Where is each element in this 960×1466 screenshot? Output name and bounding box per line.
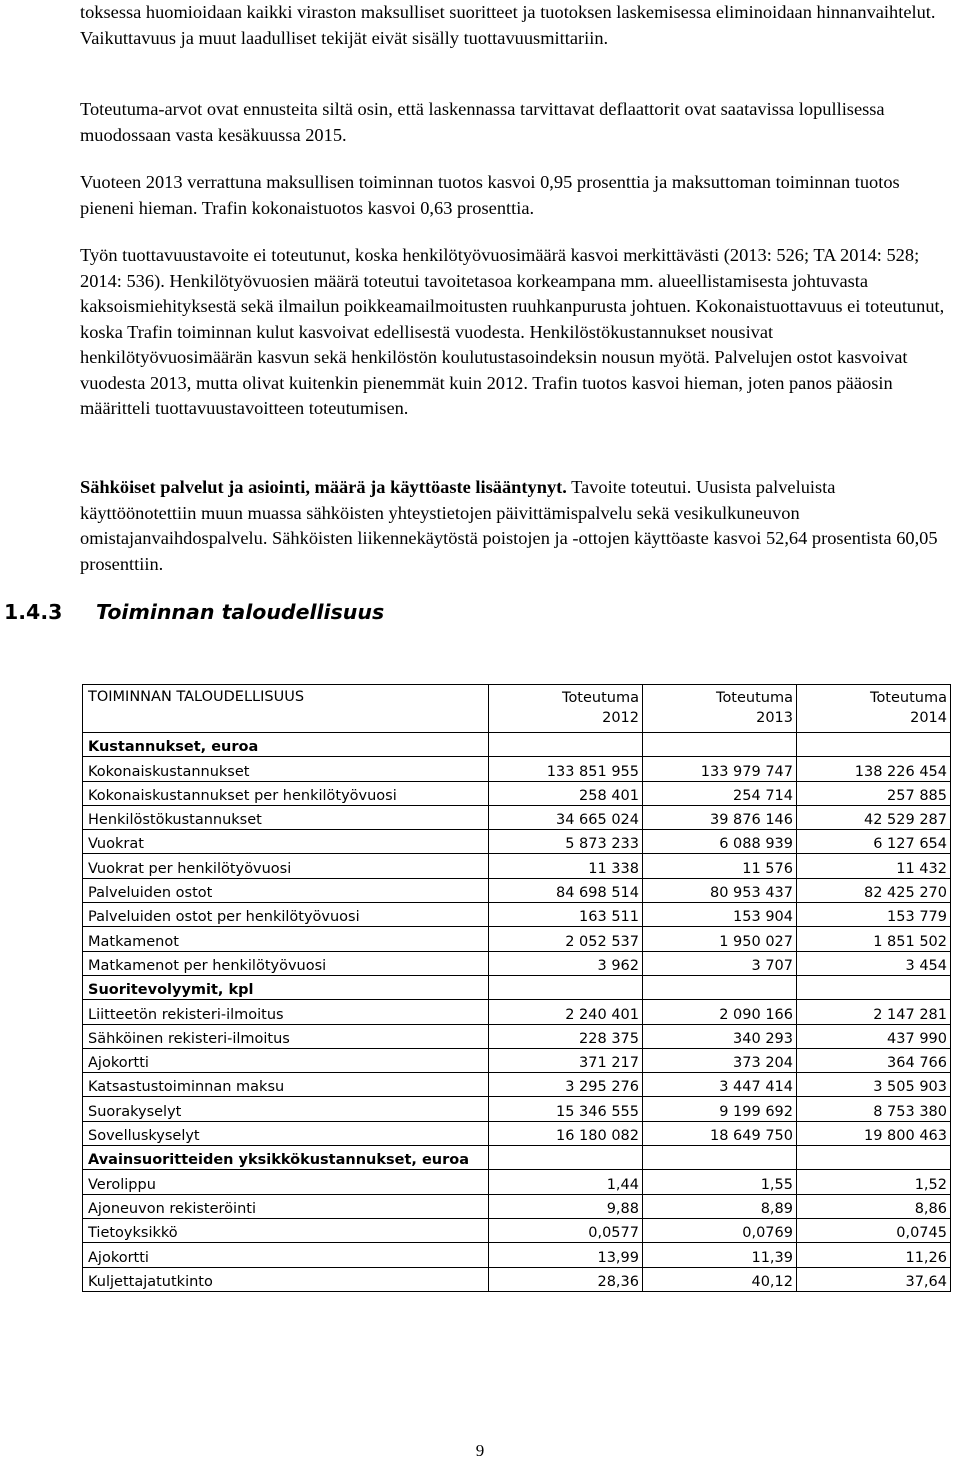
value-2012: 258 401 [489,781,643,805]
section-title: Toiminnan taloudellisuus [96,600,385,624]
table-section-blank-cell [489,1146,643,1170]
header-2012-line1: Toteutuma [562,690,639,706]
row-label: Henkilöstökustannukset [83,805,489,829]
table-row [83,878,951,902]
value-2012: 13,99 [489,1243,643,1267]
row-label: Sähköinen rekisteri-ilmoitus [83,1024,489,1048]
value-2012: 15 346 555 [489,1097,643,1121]
table-row [83,927,951,951]
row-label: Kokonaiskustannukset per henkilötyövuosi [83,781,489,805]
row-label: Liitteetön rekisteri-ilmoitus [83,1000,489,1024]
value-2013: 3 447 414 [643,1073,797,1097]
table-row [83,951,951,975]
value-2013: 153 904 [643,903,797,927]
value-2014: 257 885 [797,781,951,805]
table-section-row [83,975,951,999]
table-section-blank-cell [643,733,797,757]
value-2014: 37,64 [797,1267,951,1291]
table-section-blank-cell [797,1146,951,1170]
value-2013: 8,89 [643,1194,797,1218]
paragraph-forecast-note: Toteutuma-arvot ovat ennusteita siltä osin, että laskennassa tarvittavat deflaattorit ovat saatavissa lopullisessa muodossaan vasta kesäkuussa 2015. [80,99,885,145]
value-2012: 16 180 082 [489,1121,643,1145]
row-label: Palveluiden ostot [83,878,489,902]
table-row [83,1000,951,1024]
table-row [83,1267,951,1291]
table-section-label: Suoritevolyymit, kpl [83,975,489,999]
table-row [83,757,951,781]
paragraph-productivity: Työn tuottavuustavoite ei toteutunut, koska henkilötyövuosimäärä kasvoi merkittävästi (2013: 526; TA 2014: 528; 2014: 536). Henkilötyövuosien määrä toteutui tavoitetasoa korkeampana mm. alueellistamisesta johtuvasta kaksoismiehityksestä sekä ilmailun poikkeamailmoitusten ruuhkanpurusta johtuen. Kokonaistuottavuus ei toteutunut, koska Trafin toiminnan kulut kasvoivat edellisestä vuodesta. Henkilöstökustannukset nousivat henkilötyövuosimäärän kasvun sekä henkilöstön koulutustasoindeksin nousun myötä. Palvelujen ostot kasvoivat vuodesta 2013, mutta olivat kuitenkin pienemmät kuin 2012. Trafin tuotos kasvoi hieman, joten panos pääosin määritteli tuottavuustavoitteen toteutumisen. [80,245,945,418]
value-2012: 2 240 401 [489,1000,643,1024]
value-2012: 163 511 [489,903,643,927]
value-2013: 9 199 692 [643,1097,797,1121]
table-section-row [83,733,951,757]
table-section-blank-cell [489,733,643,757]
value-2012: 11 338 [489,854,643,878]
value-2012: 28,36 [489,1267,643,1291]
value-2014: 364 766 [797,1048,951,1072]
row-label: Katsastustoiminnan maksu [83,1073,489,1097]
value-2014: 1,52 [797,1170,951,1194]
value-2012: 1,44 [489,1170,643,1194]
table-section-label: Kustannukset, euroa [83,733,489,757]
row-label: Ajoneuvon rekisteröinti [83,1194,489,1218]
table-row [83,1194,951,1218]
value-2014: 42 529 287 [797,805,951,829]
paragraph-electronic-services-lead: Sähköiset palvelut ja asiointi, määrä ja käyttöaste lisääntynyt. [80,477,567,497]
paragraph-electronic-services [80,475,950,577]
table-row [83,1243,951,1267]
table-section-blank-cell [797,733,951,757]
header-2014-line2: 2014 [910,710,947,726]
value-2013: 133 979 747 [643,757,797,781]
section-heading [4,600,384,624]
table-row [83,781,951,805]
value-2012: 133 851 955 [489,757,643,781]
value-2014: 11,26 [797,1243,951,1267]
row-label: Sovelluskyselyt [83,1121,489,1145]
row-label: Kokonaiskustannukset [83,757,489,781]
table-section-blank-cell [797,975,951,999]
value-2012: 371 217 [489,1048,643,1072]
value-2014: 138 226 454 [797,757,951,781]
value-2012: 9,88 [489,1194,643,1218]
paragraph-electronic-services-body: Tavoite toteutui. Uusista palveluista käyttöönotettiin muun muassa sähköisten yhteystietojen päivittämispalvelu sekä vesikulkuneuvon omistajanvaihdospalvelu. Sähköisten liikennekäytöstä poistojen ja -ottojen käyttöaste kasvoi 52,64 prosentista 60,05 prosenttiin. [80,477,938,574]
value-2012: 84 698 514 [489,878,643,902]
row-label: Matkamenot [83,927,489,951]
value-2013: 373 204 [643,1048,797,1072]
section-number: 1.4.3 [4,600,63,624]
value-2012: 3 295 276 [489,1073,643,1097]
table-row [83,1024,951,1048]
value-2014: 2 147 281 [797,1000,951,1024]
value-2013: 11,39 [643,1243,797,1267]
value-2013: 3 707 [643,951,797,975]
value-2012: 34 665 024 [489,805,643,829]
value-2014: 19 800 463 [797,1121,951,1145]
value-2013: 1,55 [643,1170,797,1194]
table-row [83,805,951,829]
row-label: Verolippu [83,1170,489,1194]
row-label: Vuokrat [83,830,489,854]
table-header-label: TOIMINNAN TALOUDELLISUUS [83,685,489,733]
header-2013-line2: 2013 [756,710,793,726]
value-2012: 5 873 233 [489,830,643,854]
value-2013: 39 876 146 [643,805,797,829]
value-2013: 1 950 027 [643,927,797,951]
header-2013-line1: Toteutuma [716,690,793,706]
header-2012-line2: 2012 [602,710,639,726]
table-row [83,1121,951,1145]
table-row [83,1170,951,1194]
value-2014: 6 127 654 [797,830,951,854]
value-2013: 18 649 750 [643,1121,797,1145]
row-label: Kuljettajatutkinto [83,1267,489,1291]
table-header-2012 [489,685,643,733]
value-2014: 0,0745 [797,1218,951,1242]
value-2012: 228 375 [489,1024,643,1048]
financial-table [82,684,951,1292]
value-2013: 80 953 437 [643,878,797,902]
table-section-blank-cell [643,1146,797,1170]
paragraph-output-growth: Vuoteen 2013 verrattuna maksullisen toiminnan tuotos kasvoi 0,95 prosenttia ja maksuttoman toiminnan tuotos pieneni hieman. Trafin kokonaistuotos kasvoi 0,63 prosenttia. [80,172,900,218]
table-header-2013 [643,685,797,733]
value-2014: 8 753 380 [797,1097,951,1121]
paragraph-intro: toksessa huomioidaan kaikki viraston maksulliset suoritteet ja tuotoksen laskemisessa eliminoidaan hinnanvaihtelut. Vaikuttavuus ja muut laadulliset tekijät eivät sisälly tuottavuusmittariin. [80,2,936,48]
table-row [83,1048,951,1072]
table-header-2014 [797,685,951,733]
value-2013: 0,0769 [643,1218,797,1242]
row-label: Ajokortti [83,1048,489,1072]
row-label: Suorakyselyt [83,1097,489,1121]
table-section-blank-cell [489,975,643,999]
table-section-label: Avainsuoritteiden yksikkökustannukset, euroa [83,1146,489,1170]
table-row [83,903,951,927]
table-row [83,1218,951,1242]
value-2014: 153 779 [797,903,951,927]
value-2014: 437 990 [797,1024,951,1048]
value-2012: 0,0577 [489,1218,643,1242]
value-2013: 40,12 [643,1267,797,1291]
value-2013: 2 090 166 [643,1000,797,1024]
row-label: Palveluiden ostot per henkilötyövuosi [83,903,489,927]
value-2012: 3 962 [489,951,643,975]
table-row [83,1097,951,1121]
table-section-row [83,1146,951,1170]
value-2013: 254 714 [643,781,797,805]
row-label: Tietoyksikkö [83,1218,489,1242]
value-2014: 1 851 502 [797,927,951,951]
table-header-row [83,685,951,733]
value-2013: 6 088 939 [643,830,797,854]
row-label: Vuokrat per henkilötyövuosi [83,854,489,878]
table-row [83,830,951,854]
value-2013: 340 293 [643,1024,797,1048]
value-2014: 3 505 903 [797,1073,951,1097]
table-section-blank-cell [643,975,797,999]
table-row [83,854,951,878]
page-number: 9 [475,1441,485,1460]
value-2014: 3 454 [797,951,951,975]
row-label: Matkamenot per henkilötyövuosi [83,951,489,975]
row-label: Ajokortti [83,1243,489,1267]
value-2014: 82 425 270 [797,878,951,902]
header-2014-line1: Toteutuma [870,690,947,706]
value-2013: 11 576 [643,854,797,878]
value-2014: 8,86 [797,1194,951,1218]
value-2014: 11 432 [797,854,951,878]
table-row [83,1073,951,1097]
value-2012: 2 052 537 [489,927,643,951]
